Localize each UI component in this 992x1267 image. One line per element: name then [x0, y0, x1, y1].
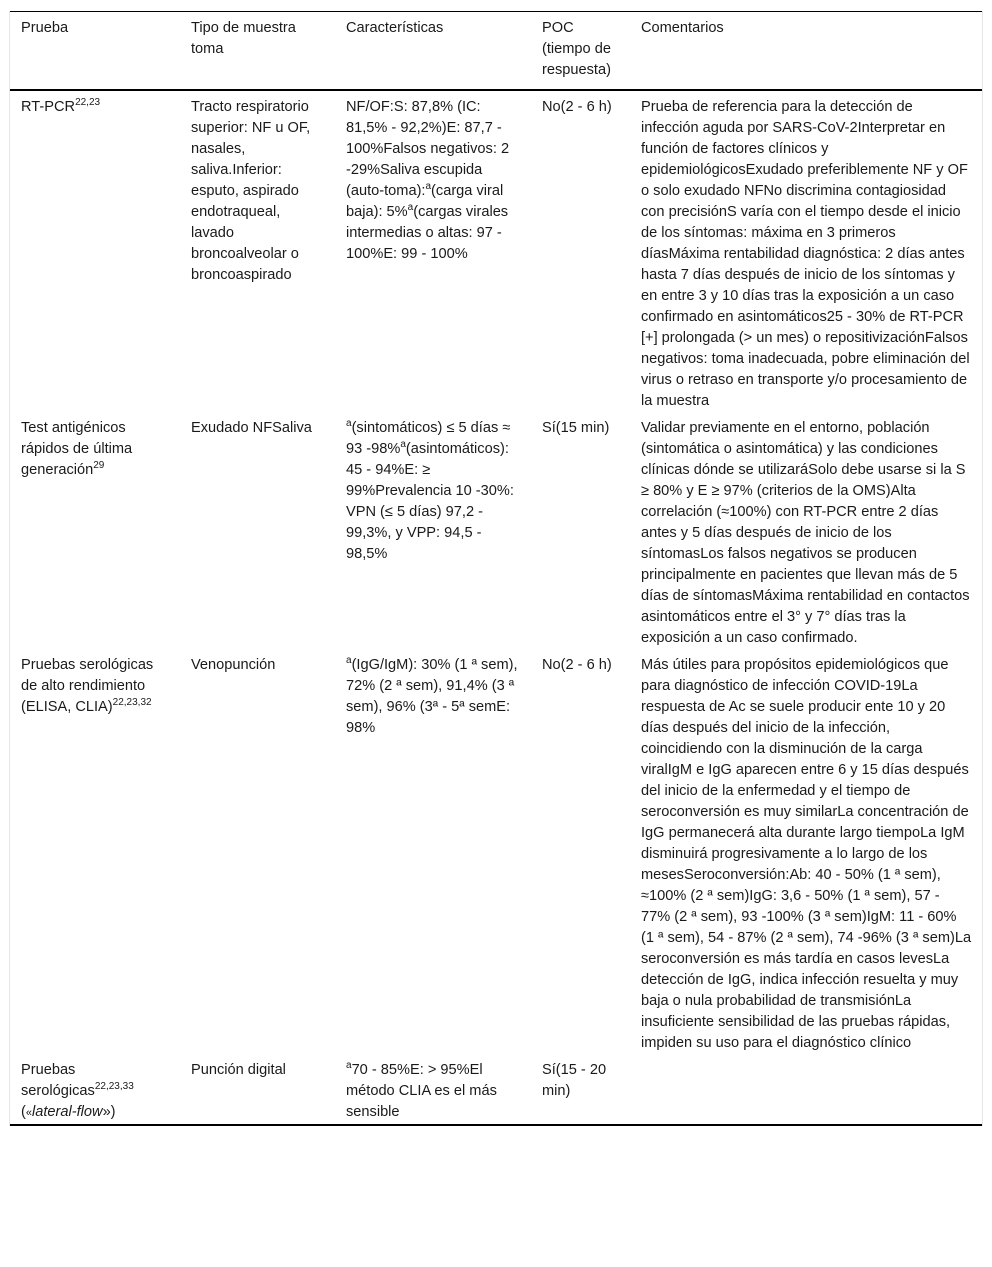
cell-caracteristicas: [335, 1054, 531, 1125]
prueba-name: RT-PCR: [21, 99, 76, 115]
cell-poc: Sí(15 min): [542, 420, 610, 436]
header-comentarios: Comentarios: [641, 20, 724, 36]
table-row: [10, 649, 982, 1054]
cell-caracteristicas: [335, 412, 531, 649]
cell-poc: Sí(15 - 20 min): [542, 1062, 607, 1099]
reference-superscript: 22,23,32: [112, 697, 152, 709]
diagnostic-tests-table: [10, 11, 982, 1126]
prueba-name: Pruebas serológicas: [21, 1062, 95, 1099]
cell-prueba: [10, 649, 180, 1054]
table-container: [9, 11, 983, 1126]
reference-superscript: 29: [93, 460, 105, 472]
cell-poc: No(2 - 6 h): [542, 99, 612, 115]
header-tipo-muestra: Tipo de muestra toma: [191, 20, 296, 57]
guillemet-open: «: [25, 1107, 32, 1119]
cell-prueba: [10, 1054, 180, 1125]
text-segment: 70 - 85%E: > 95%El método CLIA es el más sensible: [346, 1062, 497, 1120]
cell-tipo-muestra: Punción digital: [191, 1062, 286, 1078]
cell-caracteristicas: [335, 90, 531, 412]
paren-open: (: [21, 1104, 26, 1120]
footnote-marker: a: [346, 418, 352, 430]
table-row: [10, 412, 982, 649]
text-segment: (asintomáticos): 45 - 94%E: ≥ 99%Prevalencia 10 -30%: VPN (≤ 5 días) 97,2 - 99,3%, y VPP: 94,5 - 98,5%: [346, 441, 514, 562]
footnote-marker: a: [346, 655, 352, 667]
footnote-marker: a: [425, 181, 432, 193]
text-segment: (IgG/IgM): 30% (1 ª sem), 72% (2 ª sem), 91,4% (3 ª sem), 96% (3ª - 5ª semE: 98%: [346, 657, 518, 736]
table-header: [10, 12, 982, 91]
text-segment: NF/OF:S: 87,8% (IC: 81,5% - 92,2%)E: 87,7 - 100%Falsos negativos: 2 -29%Saliva escupida (auto-toma):: [346, 99, 510, 199]
text-segment: (cargas virales intermedias o altas: 97 - 100%E: 99 - 100%: [346, 204, 509, 262]
cell-tipo-muestra: Venopunción: [191, 657, 276, 673]
footnote-marker: a: [346, 1060, 352, 1072]
cell-comentarios: Más útiles para propósitos epidemiológicos que para diagnóstico de infección COVID-19La respuesta de Ac se suele producir ente 10 y 20 días después del inicio de la infección, coincidiendo con la disminución de la carga viralIgM e IgG aparecen entre 6 y 15 días después del inicio de la enfermedad y el tiempo de seroconversión es muy similarLa concentración de IgG permanecerá alta durante largo tiempoLa IgM disminuirá progresivamente a lo largo de los mesesSeroconversión:Ab: 40 - 50% (1 ª sem), ≈100% (2 ª sem)IgG: 3,6 - 50% (1 ª sem), 57 - 77% (2 ª sem), 93 -100% (3 ª sem)IgM: 11 - 60% (1 ª sem), 54 - 87% (2 ª sem), 74 -96% (3 ª sem)La seroconversión es más tardía en casos levesLa detección de IgG, indica infección resuelta y muy baja o nula probabilidad de transmisiónLa insuficiente sensibilidad de las pruebas rápidas, impiden su uso para el diagnóstico clínico: [641, 657, 972, 1051]
cell-prueba: [10, 412, 180, 649]
text-segment: (sintomáticos) ≤ 5 días ≈ 93 -98%: [346, 420, 511, 457]
header-caracteristicas: Características: [346, 20, 444, 36]
cell-tipo-muestra: Exudado NFSaliva: [191, 420, 312, 436]
cell-comentarios: Prueba de referencia para la detección de infección aguda por SARS-CoV-2Interpretar en función de factores clínicos y epidemiológicosExudado preferiblemente NF y OF o solo exudado NFNo discrimina contagiosidad con precisiónS varía con el tiempo desde el inicio de los síntomas: máxima en 3 primeros díasMáxima rentabilidad diagnóstica: 2 días antes hasta 7 días después de inicio de los síntomas y en entre 3 y 10 días tras la exposición a un caso confirmado en asintomáticos25 - 30% de RT-PCR [+] prolongada (> un mes) o repositivizaciónFalsos negativos: toma inadecuada, pobre eliminación del virus o retraso en transporte y/o procesamiento de la muestra: [641, 99, 970, 409]
prueba-name: Test antigénicos rápidos de última generación: [21, 420, 133, 478]
cell-prueba: [10, 90, 180, 412]
cell-comentarios: [630, 1054, 982, 1125]
cell-caracteristicas: [335, 649, 531, 1054]
prueba-name: Pruebas serológicas de alto rendimiento (ELISA, CLIA): [21, 657, 154, 715]
header-poc: POC (tiempo de respuesta): [542, 20, 611, 78]
lateral-flow-label: lateral-flow: [32, 1104, 103, 1120]
text-segment: (carga viral baja): 5%: [346, 183, 504, 220]
table-row: [10, 90, 982, 412]
reference-superscript: 22,23: [75, 97, 101, 109]
cell-tipo-muestra: Tracto respiratorio superior: NF u OF, nasales, saliva.Inferior: esputo, aspirado endotraqueal, lavado broncoalveolar o broncoaspirado: [191, 99, 311, 283]
header-row: [10, 12, 982, 91]
footnote-marker: a: [407, 202, 414, 214]
cell-poc: No(2 - 6 h): [542, 657, 612, 673]
header-prueba: Prueba: [21, 20, 69, 36]
reference-superscript: 22,23,33: [94, 1081, 134, 1093]
table-body: [10, 90, 982, 1125]
cell-comentarios: Validar previamente en el entorno, población (sintomática o asintomática) y las condiciones clínicas dónde se utilizaráSolo debe usarse si la S ≥ 80% y E ≥ 97% (criterios de la OMS)Alta correlación (≈100%) con RT-PCR entre 2 días antes y 5 días después de inicio de los síntomasLos falsos negativos se producen principalmente en pacientes que llevan más de 5 días de síntomasMáxima rentabilidad en contactos asintomáticos entre el 3° y 7° días tras la exposición a un caso confirmado.: [641, 420, 970, 646]
guillemet-close: »): [102, 1104, 116, 1120]
table-row: [10, 1054, 982, 1125]
footnote-marker: a: [400, 439, 406, 451]
